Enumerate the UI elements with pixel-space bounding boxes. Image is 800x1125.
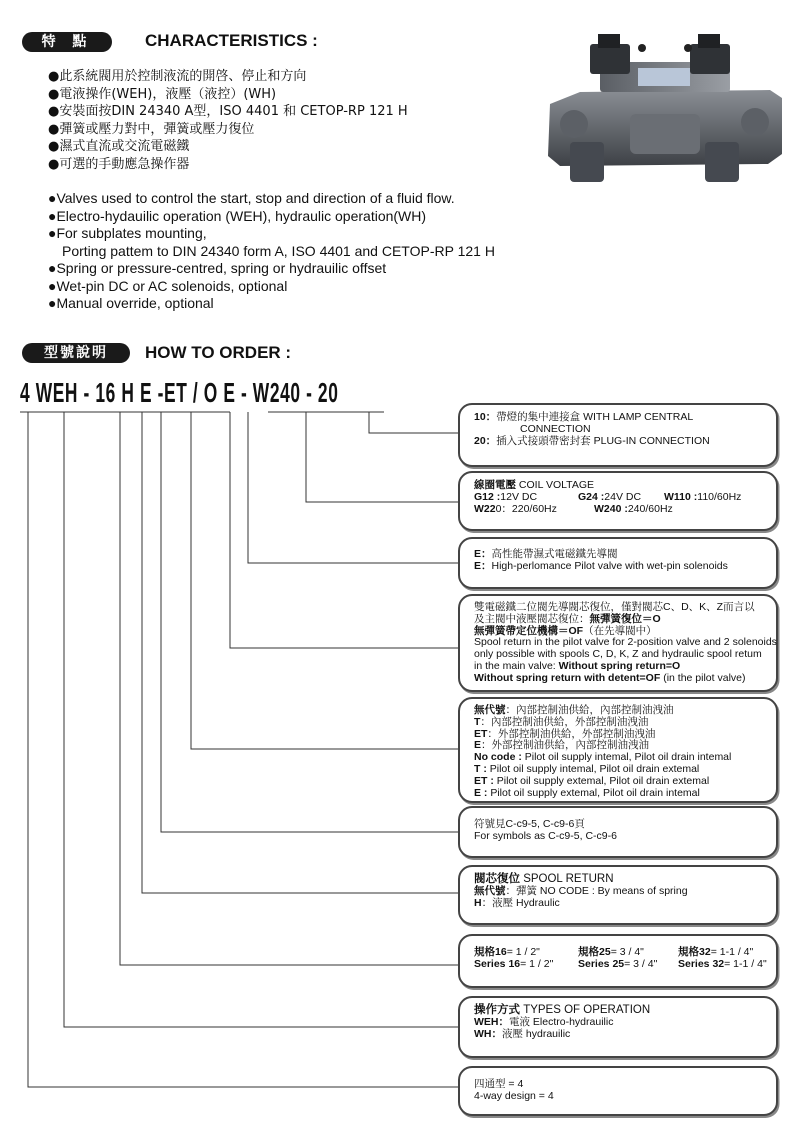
list-item: ●濕式直流或交流電磁鐵 <box>48 139 190 154</box>
box-symbols: 符號見C-c9-5, C-c9-6頁 For symbols as C-c9-5, C-c9-6 <box>458 806 778 858</box>
list-item: ●Manual override, optional <box>48 295 214 311</box>
list-item: ●Electro-hydauilic operation (WEH), hydraulic operation(WH) <box>48 207 427 224</box>
box-way-design: 四通型 = 4 4-way design = 4 <box>458 1066 778 1116</box>
characteristics-tag: 特 點 <box>22 32 112 52</box>
characteristics-en-list <box>48 190 495 313</box>
order-title: HOW TO ORDER : <box>145 343 292 362</box>
list-item: ●Spring or pressure-centred, spring or hydrauilic offset <box>48 260 387 276</box>
box-coil-voltage: 線圈電壓 COIL VOLTAGE G12 :12V DC G24 :24V DC W110 :110/60Hz W220：220/60Hz W240 :240/60Hz <box>458 471 778 531</box>
list-item: ●可選的手動應急操作器 <box>48 156 190 172</box>
list-item: Porting pattem to DIN 24340 form A, ISO 4401 and CETOP-RP 121 H <box>62 242 495 259</box>
order-code: 4 WEH - 16 H E -ET / O E - W240 - 20 <box>20 377 339 408</box>
box-types-of-operation: 操作方式 TYPES OF OPERATION WEH：電液 Electro-hydrauilic WH：液壓 hydrauilic <box>458 996 778 1058</box>
box-pilot-oil: 無代號：內部控制油供給，內部控制油洩油 T：內部控制油供給，外部控制油洩油 ET：外部控制油供給，外部控制油洩油 E：外部控制油供給，內部控制油洩油 No code : Pilot oil supply intemal, Pilot oil drain intemal T : Pilot oil supply intemal, Pilot oil drain extemal ET : Pilot oil supply extemal, Pilot oil drain extemal E : Pilot oil supply extemal, Pilot oil drain intemal <box>458 697 778 803</box>
box-pilot-valve: E：高性能帶濕式電磁鐵先導閥 E：High-perlomance Pilot valve with wet-pin solenoids <box>458 537 778 589</box>
list-item: ●彈簧或壓力對中，彈簧或壓力復位 <box>48 121 255 137</box>
list-item: ●Wet-pin DC or AC solenoids, optional <box>48 277 288 294</box>
box-electrical-connection: 10：帶燈的集中連接盒 WITH LAMP CENTRAL CONNECTION 20：插入式接頭帶密封套 PLUG-IN CONNECTION <box>458 403 778 467</box>
box-spool-return: 閥芯復位 SPOOL RETURN 無代號：彈簧 NO CODE : By means of spring H：液壓 Hydraulic <box>458 865 778 925</box>
list-item: ●安裝面按DIN 24340 A型，ISO 4401 和 CETOP-RP 121 H <box>48 104 408 119</box>
characteristics-title: CHARACTERISTICS : <box>145 31 318 50</box>
valve-product-image <box>540 24 790 194</box>
list-item: ●此系統閥用於控制液流的開啓、停止和方向 <box>48 69 307 84</box>
list-item: ●電液操作(WEH)，液壓（液控）(WH) <box>48 86 277 102</box>
list-item: ●Valves used to control the start, stop and direction of a fluid flow. <box>48 190 455 206</box>
characteristics-zh-list <box>48 68 408 173</box>
order-tag: 型號說明 <box>22 343 130 363</box>
box-spool-detent: 雙電磁鐵二位閥先導閥芯復位，僅對閥芯C、D、K、Z而言以 及主閥中液壓閥芯復位：無彈簧復位＝O 無彈簧帶定位機構＝OF（在先導閥中） Spool return in the pilot valve for 2-position valve and 2 solenoids only possible with spools C, D, K, Z and hydraulic spool retum in the main valve: Without spring return=O Without spring return with detent=OF (in the pilot valve) <box>458 594 778 692</box>
box-series-size: 規格16= 1 / 2" 規格25= 3 / 4" 規格32= 1-1 / 4" Series 16= 1 / 2" Series 25= 3 / 4" Series 32= 1-1 / 4" <box>458 934 778 988</box>
list-item: ●For subplates mounting, <box>48 225 207 241</box>
